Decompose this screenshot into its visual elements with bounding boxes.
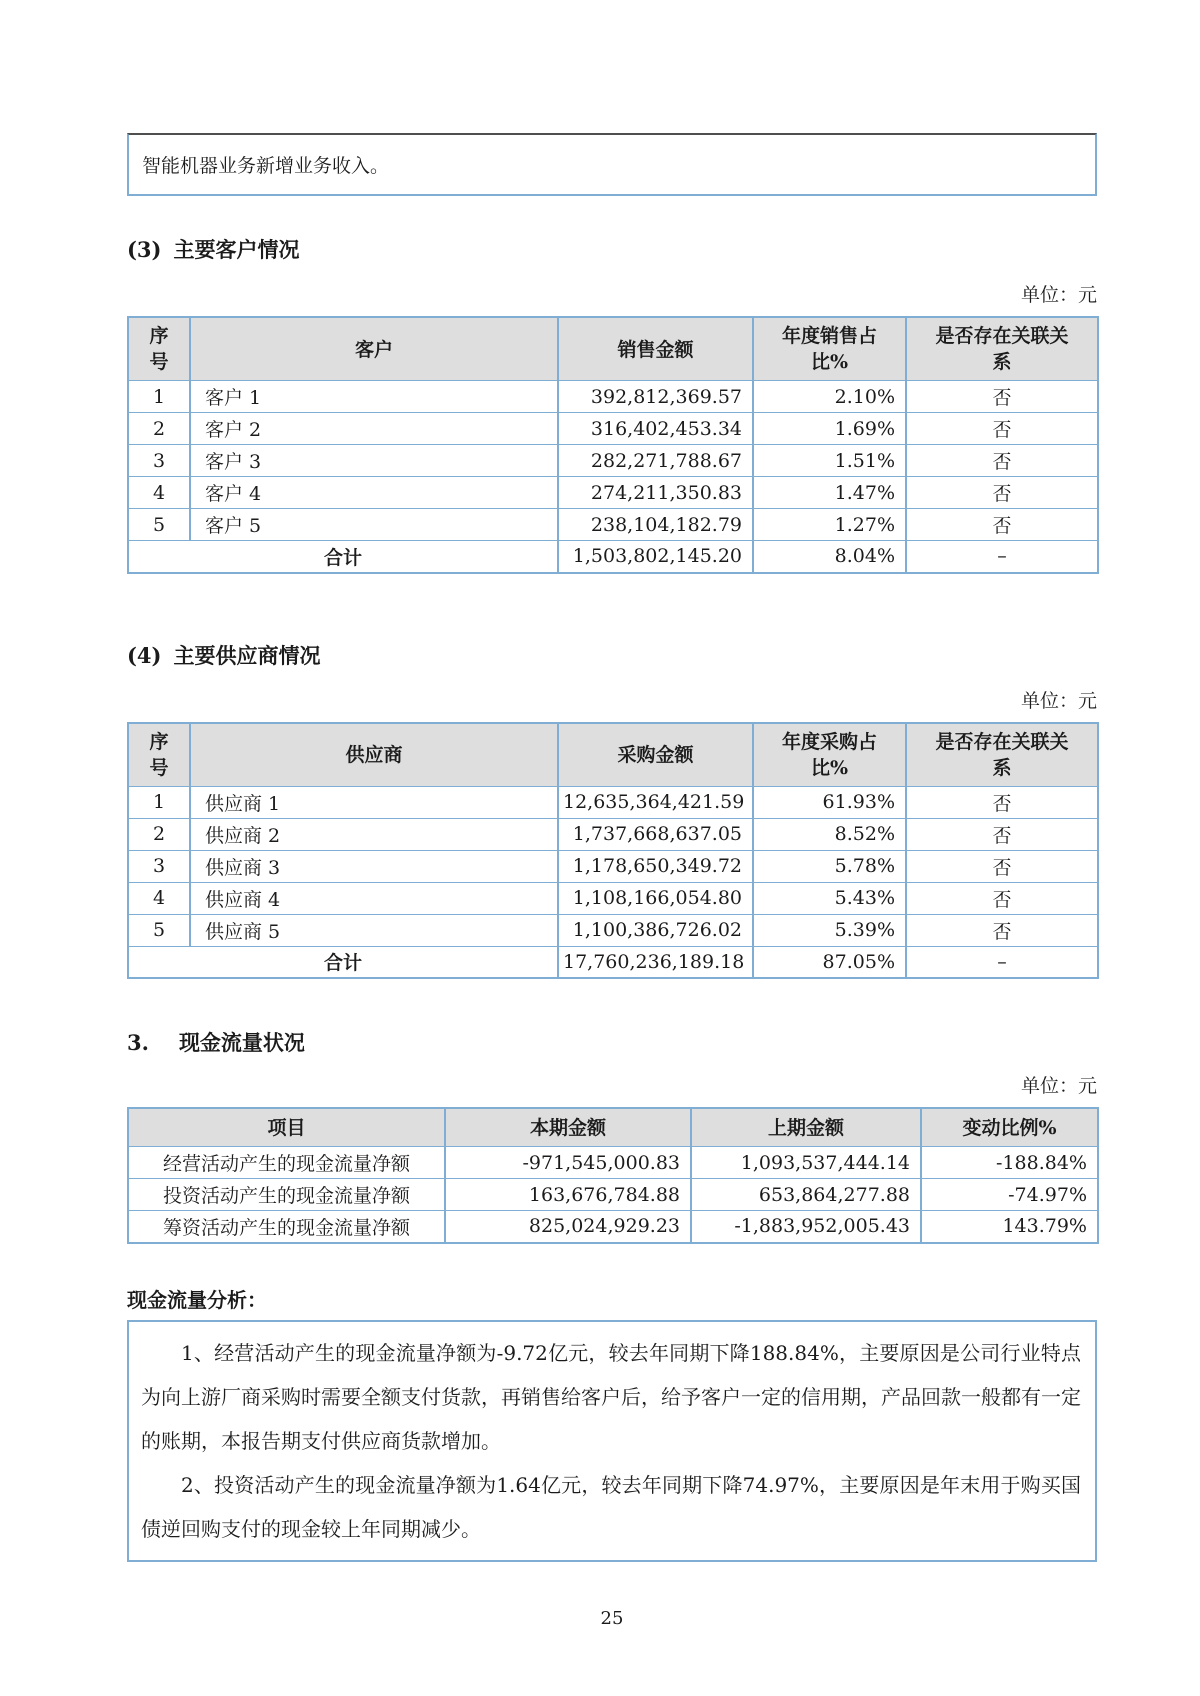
unit-label: 单位：元: [1020, 284, 1097, 306]
column-header: 序号: [128, 317, 190, 381]
table-cell: 否: [906, 882, 1098, 914]
table-cell: 3: [128, 850, 190, 882]
table-row: [128, 1147, 1098, 1179]
table-cell: 客户 1: [190, 381, 558, 413]
table-cell: 投资活动产生的现金流量净额: [128, 1179, 445, 1211]
table-cell: 1,093,537,444.14: [691, 1147, 921, 1179]
section-title: 主要供应商情况: [173, 642, 321, 668]
page-number: 25: [600, 1607, 624, 1629]
table-cell: 供应商 5: [190, 914, 558, 946]
table-cell: 否: [906, 413, 1098, 445]
column-header: 是否存在关联关系: [906, 723, 1098, 787]
total-row: [128, 541, 1098, 573]
table-cell: 否: [906, 850, 1098, 882]
table-cell: 客户 4: [190, 477, 558, 509]
column-header: 变动比例%: [921, 1108, 1098, 1147]
table-cell: 客户 3: [190, 445, 558, 477]
column-header: 年度采购占比%: [753, 723, 906, 787]
table-header-row: [128, 1108, 1098, 1147]
column-header: 上期金额: [691, 1108, 921, 1147]
table-cell: 5.78%: [753, 850, 906, 882]
customers-table: [127, 316, 1099, 574]
column-header: 销售金额: [558, 317, 753, 381]
document-page: [127, 0, 1097, 1629]
total-amount: 1,503,802,145.20: [558, 541, 753, 573]
total-related: –: [906, 946, 1098, 978]
table-cell: -188.84%: [921, 1147, 1098, 1179]
table-cell: 1,178,650,349.72: [558, 850, 753, 882]
column-header: 年度销售占比%: [753, 317, 906, 381]
unit-label: 单位：元: [1020, 689, 1097, 712]
table-cell: 否: [906, 381, 1098, 413]
table-cell: 供应商 4: [190, 882, 558, 914]
table-cell: 客户 5: [190, 509, 558, 541]
table-cell: 1,100,386,726.02: [558, 914, 753, 946]
table-cell: 经营活动产生的现金流量净额: [128, 1147, 445, 1179]
table-cell: 1.27%: [753, 509, 906, 541]
unit-label: 单位：元: [1020, 1075, 1097, 1097]
table-cell: 5: [128, 914, 190, 946]
carryover-text-box: [127, 133, 1097, 196]
table-cell: 1,108,166,054.80: [558, 882, 753, 914]
table-cell: 供应商 3: [190, 850, 558, 882]
analysis-paragraph: 2、投资活动产生的现金流量净额为1.64亿元，较去年同期下降74.97%，主要原因是年末用于购买国债逆回购支付的现金较上年同期减少。: [141, 1472, 1081, 1541]
section-number: (4): [127, 642, 162, 668]
table-cell: 392,812,369.57: [558, 381, 753, 413]
table-cell: 282,271,788.67: [558, 445, 753, 477]
table-cell: 1: [128, 381, 190, 413]
table-cell: 筹资活动产生的现金流量净额: [128, 1211, 445, 1243]
table-cell: 653,864,277.88: [691, 1179, 921, 1211]
table-cell: 客户 2: [190, 413, 558, 445]
table-row: [128, 818, 1098, 850]
analysis-text-box: [127, 1320, 1097, 1562]
table-cell: 274,211,350.83: [558, 477, 753, 509]
section-number: 3.: [127, 1030, 149, 1055]
column-header: 供应商: [190, 723, 558, 787]
table-row: [128, 1211, 1098, 1243]
table-cell: 2: [128, 413, 190, 445]
total-label: 合计: [128, 946, 558, 978]
table-row: [128, 786, 1098, 818]
table-cell: 供应商 2: [190, 818, 558, 850]
section-title: 主要客户情况: [173, 237, 300, 262]
table-cell: 否: [906, 445, 1098, 477]
analysis-paragraph: 1、经营活动产生的现金流量净额为-9.72亿元，较去年同期下降188.84%，主要原因是公司行业特点为向上游厂商采购时需要全额支付货款，再销售给客户后，给予客户一定的信用期，产品回款一般都有一定的账期，本报告期支付供应商货款增加。: [141, 1340, 1081, 1453]
table-row: [128, 445, 1098, 477]
carryover-text: 智能机器业务新增业务收入。: [142, 155, 390, 177]
table-row: [128, 914, 1098, 946]
table-row: [128, 381, 1098, 413]
table-cell: 61.93%: [753, 786, 906, 818]
analysis-heading: 现金流量分析：: [127, 1287, 267, 1312]
section-number: (3): [127, 237, 162, 262]
cashflow-table: [127, 1107, 1099, 1244]
table-cell: 12,635,364,421.59: [558, 786, 753, 818]
column-header: 序号: [128, 723, 190, 787]
table-cell: -1,883,952,005.43: [691, 1211, 921, 1243]
table-cell: 5: [128, 509, 190, 541]
table-cell: 4: [128, 477, 190, 509]
table-cell: 5.43%: [753, 882, 906, 914]
table-cell: 316,402,453.34: [558, 413, 753, 445]
table-header-row: [128, 317, 1098, 381]
table-row: [128, 413, 1098, 445]
table-cell: 143.79%: [921, 1211, 1098, 1243]
table-cell: 否: [906, 509, 1098, 541]
table-cell: 供应商 1: [190, 786, 558, 818]
table-cell: 1.51%: [753, 445, 906, 477]
table-cell: 2.10%: [753, 381, 906, 413]
table-cell: 163,676,784.88: [445, 1179, 691, 1211]
table-cell: 5.39%: [753, 914, 906, 946]
total-amount: 17,760,236,189.18: [558, 946, 753, 978]
total-related: –: [906, 541, 1098, 573]
suppliers-table: [127, 722, 1099, 980]
table-row: [128, 477, 1098, 509]
table-cell: 4: [128, 882, 190, 914]
table-cell: -971,545,000.83: [445, 1147, 691, 1179]
cashflow-section-heading: [127, 1027, 1097, 1057]
table-cell: 1.47%: [753, 477, 906, 509]
total-ratio: 87.05%: [753, 946, 906, 978]
column-header: 客户: [190, 317, 558, 381]
table-cell: 8.52%: [753, 818, 906, 850]
total-row: [128, 946, 1098, 978]
table-cell: 2: [128, 818, 190, 850]
total-label: 合计: [128, 541, 558, 573]
table-cell: 1,737,668,637.05: [558, 818, 753, 850]
column-header: 是否存在关联关系: [906, 317, 1098, 381]
column-header: 采购金额: [558, 723, 753, 787]
table-cell: -74.97%: [921, 1179, 1098, 1211]
table-cell: 3: [128, 445, 190, 477]
column-header: 本期金额: [445, 1108, 691, 1147]
table-cell: 1: [128, 786, 190, 818]
section-title: 现金流量状况: [178, 1030, 305, 1055]
table-cell: 否: [906, 786, 1098, 818]
table-cell: 825,024,929.23: [445, 1211, 691, 1243]
column-header: 项目: [128, 1108, 445, 1147]
total-ratio: 8.04%: [753, 541, 906, 573]
table-row: [128, 850, 1098, 882]
table-header-row: [128, 723, 1098, 787]
table-row: [128, 882, 1098, 914]
table-row: [128, 509, 1098, 541]
table-cell: 否: [906, 914, 1098, 946]
suppliers-section-heading: [127, 640, 1097, 670]
table-cell: 否: [906, 818, 1098, 850]
customers-section-heading: [127, 234, 1097, 264]
table-row: [128, 1179, 1098, 1211]
table-cell: 1.69%: [753, 413, 906, 445]
table-cell: 238,104,182.79: [558, 509, 753, 541]
table-cell: 否: [906, 477, 1098, 509]
